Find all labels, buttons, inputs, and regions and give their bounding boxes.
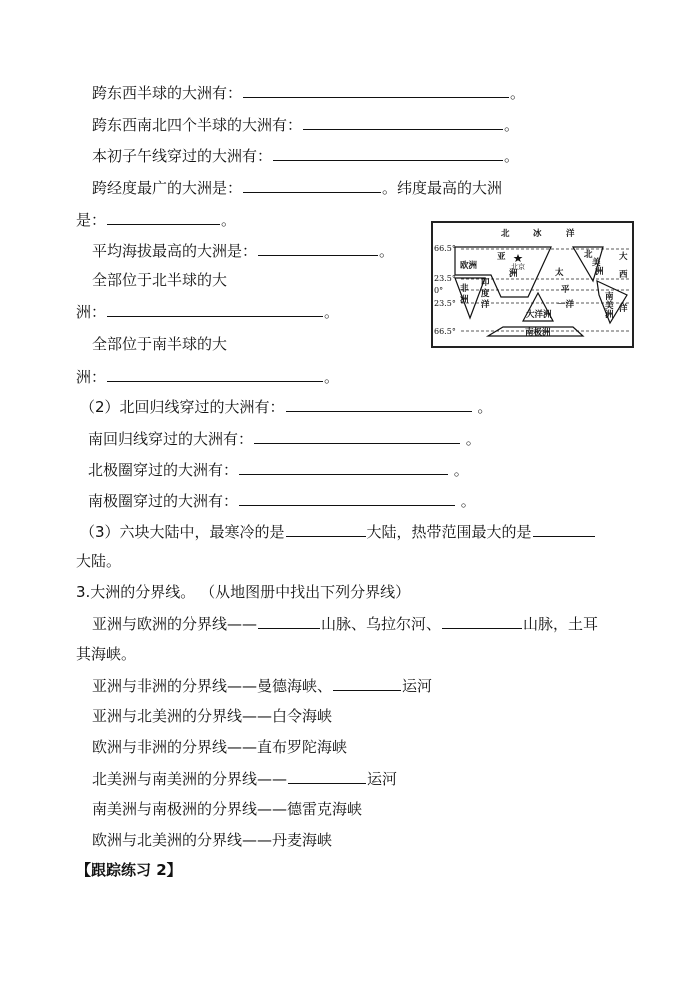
label-oceania: 大洋洲 (526, 310, 552, 320)
label-indian-1: 印 (481, 278, 490, 288)
q-north-hemisphere: 洲： 。 (76, 303, 340, 321)
answer-blank[interactable] (303, 114, 503, 130)
label-arctic-3: 洋 (566, 229, 575, 239)
lat-label: 23.5° (434, 274, 456, 283)
lat-label: 66.5° (434, 244, 456, 253)
q-coldest-continent: （3）六块大陆中，最寒冷的是 大陆，热带范围最大的是 (80, 521, 596, 542)
answer-blank[interactable] (243, 177, 381, 193)
lat-label: 66.5° (434, 327, 456, 336)
q-prime-meridian: 本初子午线穿过的大洲有： 。 (92, 147, 520, 165)
label-atlantic-3: 洋 (619, 304, 628, 314)
label-atlantic-1: 大 (619, 252, 628, 262)
answer-blank[interactable] (239, 459, 448, 475)
section-3-heading: 3.大洲的分界线。 （从地图册中找出下列分界线） (76, 583, 411, 601)
q-tropic-capricorn: 南回归线穿过的大洲有： 。 (88, 430, 481, 448)
boundary-asia-north-america: 亚洲与北美洲的分界线——白令海峡 (92, 707, 333, 725)
q-highest-latitude: 是： 。 (76, 211, 237, 229)
label-sa-2: 美 (605, 301, 614, 311)
answer-blank[interactable] (286, 396, 472, 412)
label-na-1: 北 (584, 250, 593, 260)
map-drawing (433, 223, 632, 346)
q-north-hemisphere-label: 全部位于北半球的大 (92, 271, 228, 289)
answer-blank[interactable] (243, 82, 509, 98)
q-four-hemispheres: 跨东西南北四个半球的大洲有： 。 (92, 116, 520, 134)
answer-blank[interactable] (533, 521, 595, 537)
q-tropic-cancer: （2）北回归线穿过的大洲有： 。 (80, 398, 493, 416)
continents-ocean-map (431, 221, 634, 348)
q-antarctic-circle: 南极圈穿过的大洲有： 。 (88, 492, 476, 510)
boundary-asia-europe-cont: 其海峡。 (76, 645, 137, 663)
label-arctic-2: 冰 (533, 229, 542, 239)
label-atlantic-2: 西 (619, 270, 628, 280)
answer-blank[interactable] (107, 366, 323, 382)
label-indian-3: 洋 (481, 300, 490, 310)
answer-blank[interactable] (258, 240, 378, 256)
label-beijing: 北京 (511, 263, 525, 271)
q-south-hemisphere-label: 全部位于南半球的大 (92, 335, 228, 353)
q-east-west-hemisphere: 跨东西半球的大洲有： 。 (92, 84, 526, 102)
label-africa-1: 非 (460, 284, 469, 294)
label-europe: 欧洲 (460, 261, 478, 271)
label-indian-2: 度 (481, 289, 490, 299)
q-arctic-circle: 北极圈穿过的大洲有： 。 (88, 461, 469, 479)
boundary-na-sa: 北美洲与南美洲的分界线—— 运河 (92, 770, 398, 788)
label-arctic-1: 北 (501, 229, 510, 239)
boundary-sa-antarctica: 南美洲与南极洲的分界线——德雷克海峡 (92, 800, 363, 818)
answer-blank[interactable] (273, 145, 503, 161)
q-south-hemisphere: 洲： 。 (76, 368, 340, 386)
answer-blank[interactable] (107, 209, 220, 225)
label-pacific-1: 太 (555, 268, 564, 278)
boundary-europe-africa: 欧洲与非洲的分界线——直布罗陀海峡 (92, 738, 348, 756)
answer-blank[interactable] (107, 301, 323, 317)
answer-blank[interactable] (286, 521, 366, 537)
answer-blank[interactable] (254, 428, 460, 444)
label-na-2: 美 (592, 258, 601, 268)
label-pacific-3: 一洋 (557, 300, 575, 310)
answer-blank[interactable] (239, 490, 455, 506)
label-africa-2: 洲 (460, 295, 469, 305)
answer-blank[interactable] (333, 675, 401, 691)
answer-blank[interactable] (258, 613, 320, 629)
label-antarctica: 南极洲 (525, 328, 551, 338)
q-continent-suffix: 大陆。 (76, 552, 122, 570)
label-na-3: 洲 (595, 267, 604, 277)
boundary-europe-na: 欧洲与北美洲的分界线——丹麦海峡 (92, 831, 333, 849)
answer-blank[interactable] (288, 768, 366, 784)
lat-label: 23.5° (434, 299, 456, 308)
q-highest-elevation: 平均海拔最高的大洲是： 。 (92, 242, 395, 260)
lat-label: 0° (434, 286, 444, 295)
label-sa-3: 洲 (605, 310, 614, 320)
boundary-asia-africa: 亚洲与非洲的分界线——曼德海峡、 运河 (92, 677, 433, 695)
beijing-star-icon (514, 254, 523, 262)
label-asia-1: 亚 (497, 252, 506, 262)
label-sa-1: 南 (605, 292, 614, 302)
label-asia-2: 洲 (509, 269, 518, 279)
label-pacific-2: 平 (561, 285, 570, 295)
answer-blank[interactable] (442, 613, 522, 629)
boundary-asia-europe: 亚洲与欧洲的分界线—— 山脉、乌拉尔河、 山脉，土耳 (92, 615, 599, 633)
track-practice-heading: 【跟踪练习 2】 (76, 861, 182, 879)
q-widest-longitude: 跨经度最广的大洲是： 。纬度最高的大洲 (92, 179, 503, 197)
